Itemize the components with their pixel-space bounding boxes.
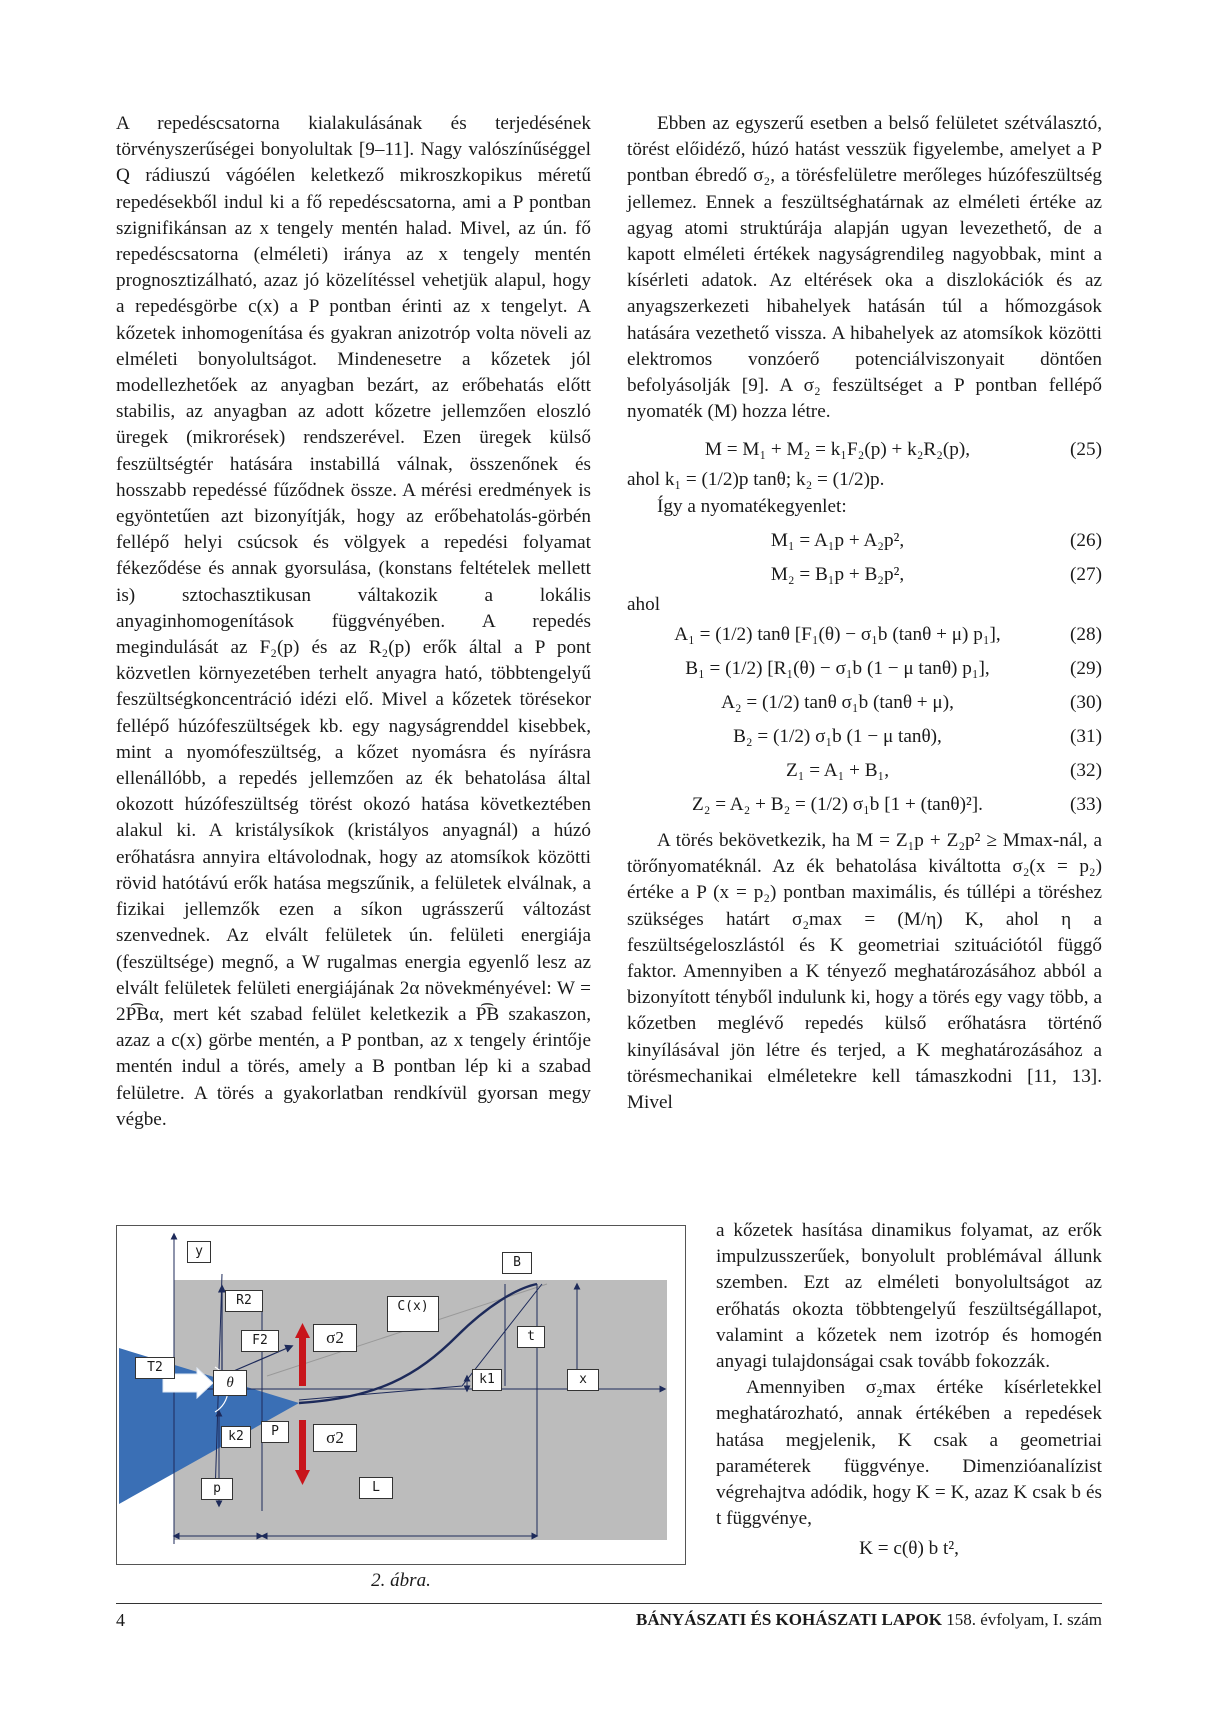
equation-30: A₂ = (1/2) tanθ σ₁b (tanθ + μ), (30) (721, 691, 1102, 713)
left-column (116, 111, 591, 1133)
equation-31: B₂ = (1/2) σ₁b (1 − μ tanθ), (31) (733, 725, 1102, 747)
label-f2: F2 (241, 1330, 279, 1352)
sigma2-upper-bar (299, 1338, 306, 1386)
page-number: 4 (116, 1610, 125, 1630)
equation-27: M₂ = B₁p + B₂p², (27) (770, 563, 1102, 585)
journal-name: BÁNYÁSZATI ÉS KOHÁSZATI LAPOK (636, 1610, 942, 1629)
label-cx: C(x) (387, 1296, 439, 1332)
label-sigma2-lower: σ2 (313, 1424, 357, 1452)
moment-equation-intro: Így a nyomatékegyenlet: (657, 495, 847, 517)
equation-33: Z₂ = A₂ + B₂ = (1/2) σ₁b [1 + (tanθ)²]. (33) (692, 793, 1102, 815)
right-paragraph-1: Ebben az egyszerű esetben a belső felületet szétválasztó, törést előidéző, húzó hatást vesszük figyelembe, amelyet a P pontban ébredő σ₂, a törésfelületre merőleges húzófeszültség jellemez. Ennek a feszültséghatárnak az elméleti értéke az agyag atomi struktúrája alapján ugyan levezethető, de a kapott elméleti értékek nagyságrendileg nagyobbak, mint a kísérleti adatok. Az eltérések oka a diszlokációk és az anyagszerkezeti hibahelyek hatásán túl a hőmozgások hatására vezethető vissza. A hibahelyek az atomsíkok közötti elektromos vonzóerő potenciálviszonyait döntően befolyásolják [9]. A σ₂ feszültséget a P pontban fellépő nyomaték (M) hozza létre. (627, 113, 1102, 423)
label-sigma2-upper: σ2 (313, 1324, 357, 1352)
left-paragraph: A repedéscsatorna kialakulásának és terjedésének törvényszerűségei bonyolultak [9–11]. Nagy valószínűséggel Q rádiuszú vágóélen keletkező mikroszkopikus méretű repedésekből indul ki a fő repedéscsatorna, ami a P pontban szignifikánsan az x tengely mentén halad. Mivel, az ún. fő repedéscsatorna (elméleti) iránya az x tengely mentén prognosztizálható, azaz jó közelítéssel vehetjük alapul, hogy a repedésgörbe c(x) a P pontban érinti az x tengelyt. A kőzetek inhomogenítása és gyakran anizotróp volta növeli az elméleti bonyolultságot. Mindenesetre a kőzetek jól modellezhetőek az anyagban bezárt, az erőbehatás előtt stabilis, az anyagban az adott kőzetre jellemzően eloszló üregek (mikrorések) rendszerével. Ezen üregek külső feszültségtér hatására instabillá válnak, összenőnek és hosszabb repedéssé fűződnek össze. A mérési eredmények is egyöntetűen azt bizonyítják, hogy az erőbehatolás-görbén fellépő helyi csúcsok és völgyek a repedési folyamat fékeződése és annak gyorsulása, (konstans feltételek mellett is) sztochasztikusan váltakozik a lokális anyaginhomogenítások függvényében. A repedés megindulását az F₂(p) és az R₂(p) erők által a P pont közvetlen környezetében terhelt anyagra ható, többtengelyű feszültségkoncentráció idézi elő. Mivel a kőzetek törésekor fellépő húzófeszültségek kb. egy nagyságrenddel kisebbek, mint a nyomófeszültség, a kőzet nyomásra és nyírásra ellenállóbb, a repedés jellemzően az ék behatolása által okozott húzófeszültség törést okozó hatása következtében alakul ki. A kristálysíkok (kristályos anyagnál) a húzó erőhatásra annyira eltávolodnak, hogy az atomsíkok közötti rövid hatótávú erők hatása megszűnik, a felületek elválnak, a fizikai jellemzők ezen a síkon ugrásszerű változást szenvednek. Az elvált felületek ún. felületi energiája (feszültsége) megnő, a W rugalmas energia egyenlő lesz az elvált felületek felületi energiájának 2α növekményével: W = 2P͡Bα, mert két szabad felület keletkezik a P͡B szakaszon, azaz a c(x) görbe mentén, a P pontban, az x tengely érintője mentén indul a törés, amely a B pontban lép ki a szabad felületre. A törés a gyakorlatban rendkívül gyorsan megy végbe. (116, 113, 591, 1130)
ahol-label: ahol (627, 593, 661, 615)
label-y: y (187, 1241, 211, 1263)
label-r2: R2 (225, 1290, 263, 1312)
label-p: p (201, 1478, 233, 1500)
equation-28: A₁ = (1/2) tanθ [F₁(θ) − σ₁b (tanθ + μ) p₁], (28) (674, 623, 1102, 645)
label-t: t (517, 1326, 545, 1348)
label-x: x (567, 1369, 599, 1391)
right-paragraph-2: A törés bekövetkezik, ha M = Z₁p + Z₂p² ≥ Mmax-nál, a törőnyomatéknál. Az ék behatolása kiváltotta σ₂(x = p₂) értéke a P (x = p₂) pontban maximális, és túllépi a töréshez szükséges határt σ₂max = (M/η) K, ahol η a feszültségeloszlástól és K geometriai szituációtól függő faktor. Amennyiben a K tényező meghatározásához abból a bizonyított tényből indulunk ki, hogy a törés egy vagy több, a kőzetben meglévő repedés külső erőhatásra történő kinyílásával jön létre és terjed, a K meghatározásához a törésmechanikai elméletekre kell támaszkodni [11, 13]. Mivel (627, 830, 1102, 1114)
label-k1: k1 (472, 1369, 502, 1391)
equation-32: Z₁ = A₁ + B₁, (32) (785, 759, 1102, 781)
equation-25: M = M₁ + M₂ = k₁F₂(p) + k₂R₂(p), (25) (704, 439, 1102, 461)
right-column-lower (716, 1218, 1102, 1566)
label-p-point: P (261, 1421, 289, 1443)
right-paragraph-4: Amennyiben σ₂max értéke kísérletekkel meghatározható, annak értékében a repedések hatása megjelenik, K csak a geometriai paraméterek függvénye. Dimenzióanalízist végrehajtva adódik, hogy K = K, azaz K csak b és t függvénye, (716, 1377, 1102, 1530)
label-b: B (502, 1252, 532, 1274)
figure-caption: 2. ábra. (371, 1570, 431, 1591)
label-t2: T2 (135, 1357, 175, 1379)
label-l: L (359, 1477, 393, 1499)
label-k2: k2 (221, 1426, 251, 1448)
journal-issue: 158. évfolyam, I. szám (941, 1610, 1102, 1629)
equation-k: K = c(θ) b t², (859, 1538, 959, 1560)
equation-29: B₁ = (1/2) [R₁(θ) − σ₁b (1 − μ tanθ) p₁], (29) (685, 657, 1102, 679)
footer-divider (116, 1603, 1102, 1604)
wedge-diagram (117, 1226, 685, 1564)
figure-2 (116, 1225, 686, 1565)
right-paragraph-3: a kőzetek hasítása dinamikus folyamat, az erők impulzusszerűek, bonyolult problémával állunk szemben. Ezt az elméleti bonyolultságot az erőhatás okozta többtengelyű feszültségállapot, valamint a kőzetek nem izotróp és homogén anyagi tulajdonságai csak tovább fokozzák. (716, 1220, 1102, 1373)
equation-26: M₁ = A₁p + A₂p², (26) (770, 529, 1102, 551)
journal-title (636, 1610, 1102, 1630)
sigma2-lower-bar (299, 1420, 306, 1470)
right-column (627, 111, 1102, 1116)
label-theta: θ (213, 1370, 247, 1396)
eq25-definition: ahol k₁ = (1/2)p tanθ; k₂ = (1/2)p. (627, 469, 885, 491)
